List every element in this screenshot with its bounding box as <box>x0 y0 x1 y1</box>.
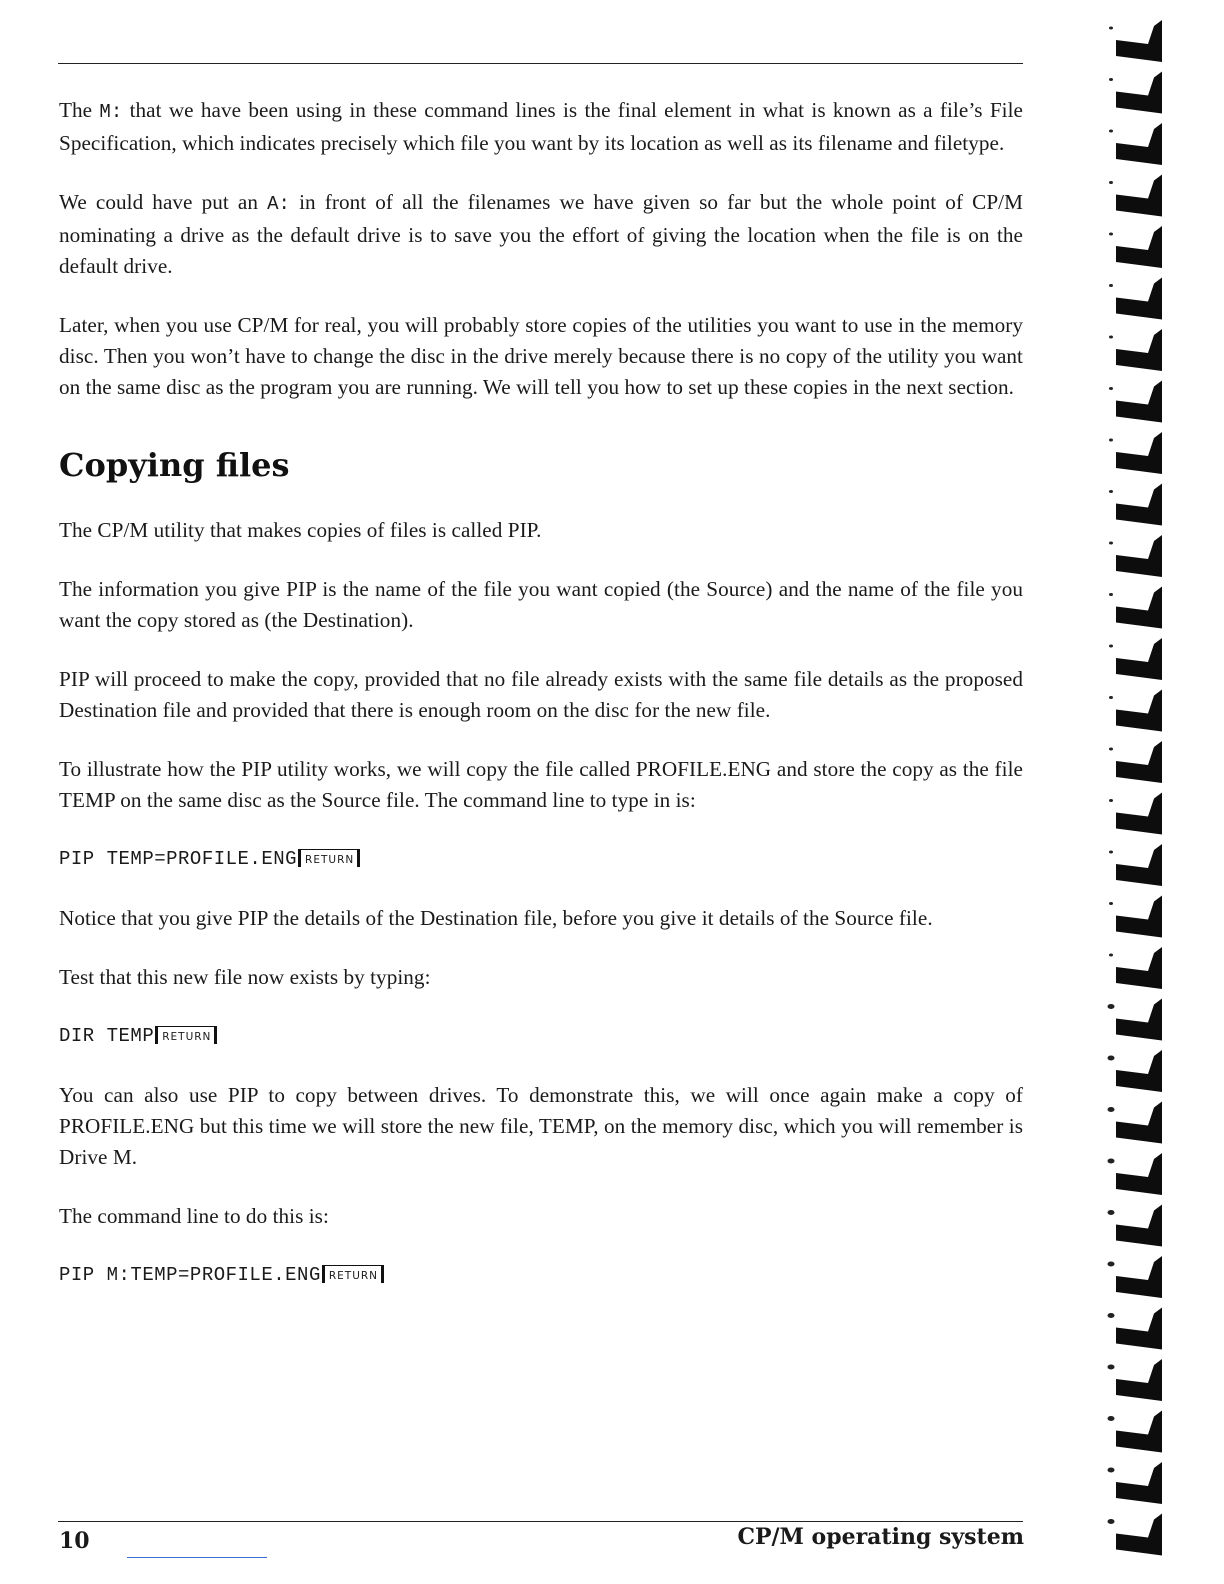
section-heading: Copying files <box>59 446 290 484</box>
return-key: RETURN <box>322 1265 384 1283</box>
paragraph-default-drive: We could have put an A: in front of all the filenames we have given so far but the whole point of CP/M nominating a drive as the default drive is to save you the effort of giving the location when the file is on the default drive. <box>59 190 1023 278</box>
binding-mark <box>1109 690 1162 732</box>
binding-mark <box>1109 278 1162 320</box>
binding-mark <box>1108 1050 1163 1092</box>
paragraph-memory-disc: Later, when you use CP/M for real, you will probably store copies of the utilities you want to use in the memory disc. Then you won’t have to change the disc in the drive merely because there is no copy of the utility you want on the same disc as the program you are running. We will tell you how to set up these copies in the next section. <box>59 313 1023 399</box>
command-text: PIP M:TEMP=PROFILE.ENG <box>59 1264 321 1286</box>
binding-mark <box>1108 1308 1163 1350</box>
bottom-rule <box>58 1521 1023 1522</box>
binding-mark <box>1108 999 1163 1041</box>
binding-mark <box>1109 587 1162 629</box>
binding-mark <box>1109 484 1162 526</box>
binding-mark <box>1109 896 1162 938</box>
paragraph-pip-proceed: PIP will proceed to make the copy, provided that no file already exists with the same file details as the proposed Destination file and provided that there is enough room on the disc for the new file. <box>59 667 1023 722</box>
paragraph-illustrate: To illustrate how the PIP utility works, we will copy the file called PROFILE.ENG and store the copy as the file TEMP on the same disc as the Source file. The command line to type in is: <box>59 757 1023 812</box>
binding-mark <box>1109 535 1162 577</box>
binding-mark <box>1109 20 1162 62</box>
binding-mark <box>1108 1205 1163 1247</box>
paragraph-between-drives: You can also use PIP to copy between drives. To demonstrate this, we will once again make a copy of PROFILE.ENG but this time we will store the new file, TEMP, on the memory disc, which you will remember is Drive M. <box>59 1083 1023 1169</box>
return-key: RETURN <box>155 1026 217 1044</box>
paragraph-pip-info: The information you give PIP is the name of the file you want copied (the Source) and the name of the file you want the copy stored as (the Destination). <box>59 577 1023 632</box>
page-body <box>59 95 1023 1319</box>
binding-mark <box>1109 329 1162 371</box>
binding-mark <box>1108 1514 1163 1556</box>
return-key: RETURN <box>298 849 360 867</box>
binding-mark <box>1109 741 1162 783</box>
command-text: DIR TEMP <box>59 1025 155 1047</box>
command-line-1 <box>59 844 1023 875</box>
binding-mark <box>1108 1411 1163 1453</box>
binding-mark <box>1109 793 1162 835</box>
binding-mark <box>1109 844 1162 886</box>
inline-code-a: A: <box>267 193 290 215</box>
paragraph-file-spec: The M: that we have been using in these command lines is the final element in what is known as a file’s File Specification, which indicates precisely which file you want by its location as well as its filename and filetype. <box>59 98 1024 155</box>
command-line-2 <box>59 1021 1023 1052</box>
command-text: PIP TEMP=PROFILE.ENG <box>59 848 298 870</box>
footer-title: CP/M operating system <box>737 1524 1024 1550</box>
paragraph-notice: Notice that you give PIP the details of the Destination file, before you give it details of the Source file. <box>59 906 933 930</box>
binding-mark <box>1108 1256 1163 1298</box>
binding-mark <box>1108 1153 1163 1195</box>
binding-mark <box>1109 226 1162 268</box>
binding-mark <box>1108 1102 1163 1144</box>
inline-code-m: M: <box>99 101 123 123</box>
binding-mark <box>1108 1359 1163 1401</box>
top-rule <box>58 63 1023 64</box>
paragraph-test: Test that this new file now exists by typing: <box>59 965 431 989</box>
blue-underline <box>127 1557 267 1558</box>
paragraph-pip-intro: The CP/M utility that makes copies of files is called PIP. <box>59 518 542 542</box>
command-line-3 <box>59 1260 1023 1291</box>
binding-mark <box>1109 432 1162 474</box>
binding-mark <box>1109 175 1162 217</box>
binding-mark <box>1109 72 1162 114</box>
page-number: 10 <box>59 1528 90 1554</box>
binding-mark <box>1109 381 1162 423</box>
binding-mark <box>1108 1462 1163 1504</box>
paragraph-command-line: The command line to do this is: <box>59 1204 329 1228</box>
spiral-binding-marks <box>1096 0 1224 1584</box>
binding-mark <box>1109 947 1162 989</box>
binding-mark <box>1109 123 1162 165</box>
binding-mark <box>1109 638 1162 680</box>
